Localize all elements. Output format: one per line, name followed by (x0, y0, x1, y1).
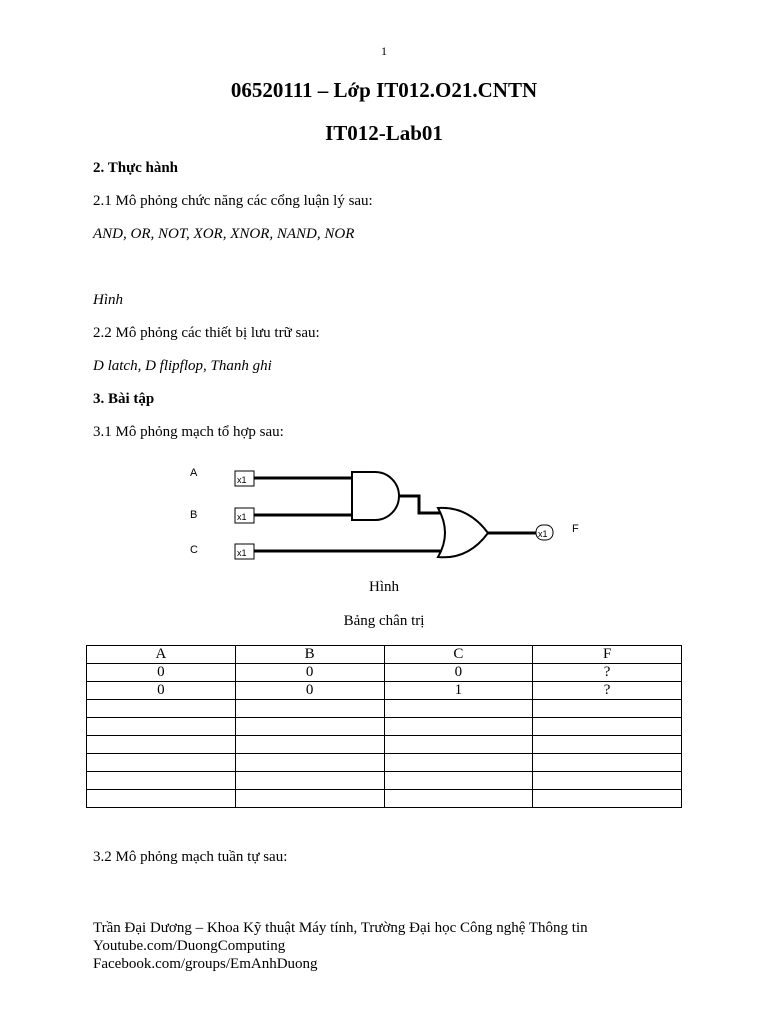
cell: ? (533, 682, 682, 700)
cell (87, 772, 236, 790)
cell (533, 772, 682, 790)
cell (235, 772, 384, 790)
section-3-heading: 3. Bài tập (93, 391, 155, 407)
table-row (87, 700, 682, 718)
footer-author: Trần Đại Dương – Khoa Kỹ thuật Máy tính, Trường Đại học Công nghệ Thông tin (93, 920, 588, 936)
page-number: 1 (381, 44, 387, 58)
truth-table-caption: Bảng chân trị (343, 613, 425, 629)
gate-list: AND, OR, NOT, XOR, XNOR, NAND, NOR (93, 226, 355, 242)
truth-table-header (87, 646, 682, 664)
cell (87, 736, 236, 754)
cell (533, 754, 682, 772)
cell (384, 754, 533, 772)
table-row (87, 664, 682, 682)
input-label-a: A (190, 467, 198, 479)
table-row (87, 682, 682, 700)
header-f: F (533, 646, 682, 664)
section-2-2-text: 2.2 Mô phỏng các thiết bị lưu trữ sau: (93, 325, 320, 341)
table-row (87, 772, 682, 790)
output-pin-label: x1 (538, 529, 548, 539)
or-gate (438, 508, 488, 557)
truth-table (86, 645, 682, 808)
cell (384, 790, 533, 808)
cell: 0 (87, 664, 236, 682)
cell: 1 (384, 682, 533, 700)
table-row (87, 790, 682, 808)
table-row (87, 754, 682, 772)
figure-caption-2: Hình (93, 292, 123, 308)
and-gate (352, 472, 399, 520)
cell (533, 790, 682, 808)
cell (235, 718, 384, 736)
lab-title: IT012-Lab01 (325, 121, 443, 145)
input-label-c: C (190, 544, 198, 556)
input-pin-c (235, 544, 254, 559)
cell: 0 (87, 682, 236, 700)
table-row (87, 718, 682, 736)
cell (533, 718, 682, 736)
input-label-b: B (190, 509, 198, 521)
cell (384, 772, 533, 790)
section-3-2-text: 3.2 Mô phỏng mạch tuần tự sau: (93, 849, 288, 865)
cell (533, 700, 682, 718)
header-c: C (384, 646, 533, 664)
cell: ? (533, 664, 682, 682)
input-pin-a (235, 471, 254, 486)
section-2-heading: 2. Thực hành (93, 160, 179, 176)
cell (87, 718, 236, 736)
cell (235, 754, 384, 772)
course-title: 06520111 – Lớp IT012.O21.CNTN (230, 78, 538, 102)
input-pin-a-label: x1 (237, 475, 247, 485)
cell (87, 754, 236, 772)
cell (87, 790, 236, 808)
cell: 0 (384, 664, 533, 682)
cell (384, 736, 533, 754)
cell: 0 (235, 682, 384, 700)
table-row (87, 736, 682, 754)
section-2-1-text: 2.1 Mô phỏng chức năng các cổng luận lý sau: (93, 193, 373, 209)
cell (235, 736, 384, 754)
output-pin (536, 525, 553, 540)
input-pin-c-label: x1 (237, 548, 247, 558)
footer-facebook-link[interactable]: Facebook.com/groups/EmAnhDuong (93, 956, 318, 972)
storage-device-list: D latch, D flipflop, Thanh ghi (93, 358, 272, 374)
section-3-1-text: 3.1 Mô phỏng mạch tổ hợp sau: (93, 424, 284, 440)
cell (384, 718, 533, 736)
cell (235, 790, 384, 808)
footer-youtube-link[interactable]: Youtube.com/DuongComputing (93, 938, 286, 954)
output-label-f: F (572, 523, 579, 535)
input-pin-b (235, 508, 254, 523)
input-pin-b-label: x1 (237, 512, 247, 522)
figure-caption-3: Hình (369, 579, 399, 595)
cell (87, 700, 236, 718)
cell (384, 700, 533, 718)
cell: 0 (235, 664, 384, 682)
cell (533, 736, 682, 754)
header-b: B (235, 646, 384, 664)
cell (235, 700, 384, 718)
header-a: A (87, 646, 236, 664)
